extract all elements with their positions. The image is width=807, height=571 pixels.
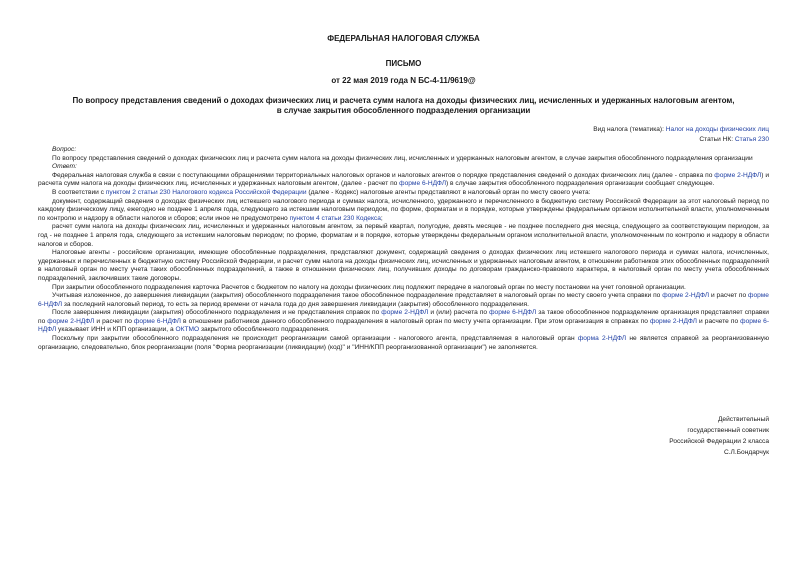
doc-subject: По вопросу представления сведений о доходах физических лиц и расчета сумм налога на доходы физических лиц, исчисленных и удержанных налоговым агентом, в случае закрытия обособленного подразделения организации [72,96,735,115]
article-label: Статьи НК: [699,136,734,143]
tax-code-link[interactable]: пунктом 2 статьи 230 Налогового кодекса Российской Федерации [105,188,307,196]
tax-type-line [593,126,769,134]
paragraph-3: документ, содержащий сведения о доходах физических лиц истекшего налогового периода и суммах налога, исчисленного, удержанного и перечисленного в бюджетную систему Российской Федерации за этот налоговый период по каждому физическому лицу, ежегодно не позднее 1 апреля года, следующего за истекшим налоговым периодом, по форме, форматам и в порядке, которые утверждены федеральным органом исполнительной власти, уполномоченным по контролю и надзору в области налогов и сборов; если иное не предусмотрено пунктом 4 статьи 230 Кодекса; [38,197,769,222]
answer-label: Ответ: [52,163,77,171]
article-link[interactable]: Статья 230 [734,136,769,143]
form-6ndfl-link[interactable]: форме 6-НДФЛ [38,292,769,308]
paragraph-6: При закрытии обособленного подразделения карточка Расчетов с бюджетом по налогу на доходы физических лиц подлежит передаче в налоговый орган по месту постановки на учет головной организации. [52,283,686,291]
question-label: Вопрос: [52,146,77,153]
article-230-p4-link[interactable]: пунктом 4 статьи 230 Кодекса [289,214,381,222]
paragraph-5: Налоговые агенты - российские организации, имеющие обособленные подразделения, представляют документ, содержащий сведения о доходах физических лиц истекшего налогового периода и суммах налога, исчисленных, удержанных и перечисленных в бюджетную систему Российской Федерации, и расчет сумм налога на доходы физических лиц, исчисленных и удержанных налоговым агентом, в отношении работников этих обособленных подразделений в налоговый орган по месту учета таких обособленных подразделений, а также в отношении физических лиц, получивших доходы по договорам гражданско-правового характера, в налоговый орган по месту учета обособленных подразделений, заключивших такие договоры. [38,249,769,282]
agency-title: ФЕДЕРАЛЬНАЯ НАЛОГОВАЯ СЛУЖБА [327,34,480,43]
signature-block [669,414,769,458]
form-2ndfl-link[interactable]: форме 2-НДФЛ [662,292,710,300]
doc-date-number: от 22 мая 2019 года N БС-4-11/9619@ [331,76,476,85]
question-text: По вопросу представления сведений о доходах физических лиц и расчета сумм налога на доходы физических лиц, исчисленных и удержанных налоговым агентом, в случае закрытия обособленного подразделения организации [52,154,753,162]
form-6ndfl-link[interactable]: форме 6-НДФЛ [133,317,181,325]
form-6ndfl-link[interactable]: форме 6-НДФЛ [38,317,770,334]
signature-line: Действительный [717,416,769,423]
article-line [699,136,769,144]
paragraph-9: Поскольку при закрытии обособленного подразделения не происходит реорганизации самой организации - налогового агента, представляемая в налоговый орган форма 2-НДФЛ не является справкой за реорганизованную организацию, следовательно, блок реорганизации (поля "Форма реорганизации (ликвидации) (код)" и "ИНН/КПП реорганизованной организации") не заполняется. [38,335,770,351]
form-2ndfl-link[interactable]: форме 2-НДФЛ [381,309,429,317]
tax-type-label: Вид налога (тематика): [593,126,664,133]
form-2ndfl-link[interactable]: форме 2-НДФЛ [47,317,95,325]
form-2ndfl-link[interactable]: форме 2-НДФЛ [714,171,762,179]
signature-name: С.Л.Бондарчук [723,449,769,456]
form-2ndfl-link[interactable]: форма 2-НДФЛ [577,335,627,343]
paragraph-2: В соответствии с пунктом 2 статьи 230 Налогового кодекса Российской Федерации (далее - Кодекс) налоговые агенты представляют в налоговый орган по месту своего учета: [52,188,591,196]
doc-type: ПИСЬМО [385,59,422,68]
oktmo-link[interactable]: ОКТМО [175,326,200,334]
paragraph-1: Федеральная налоговая служба в связи с поступающими обращениями территориальных налоговых органов и налоговых агентов о порядке представления сведений о доходах физических лиц (далее - справка по форме 2-НДФЛ) и расчета сумм налога на доходы физических лиц, исчисленных и удержанных налоговым агентом, (далее - расчет по форме 6-НДФЛ) в случае закрытия обособленного подразделения организации сообщает следующее. [38,171,770,188]
form-2ndfl-link[interactable]: форме 2-НДФЛ [649,317,698,325]
signature-line: Российской Федерации 2 класса [669,438,769,445]
form-6ndfl-link[interactable]: форме 6-НДФЛ [399,180,447,188]
paragraph-8: После завершения ликвидации (закрытия) обособленного подразделения и не представления справок по форме 2-НДФЛ и (или) расчета по форме 6-НДФЛ за такое обособленное подразделение организация представляет справки по форме 2-НДФЛ и расчет по форме 6-НДФЛ в отношении работников данного обособленного подразделения в налоговый орган по месту учета организации. При этом организация в справках по форме 2-НДФЛ и расчете по форме 6-НДФЛ указывает ИНН и КПП организации, а ОКТМО закрытого обособленного подразделения. [38,309,770,334]
form-6ndfl-link[interactable]: форме 6-НДФЛ [489,309,537,317]
document-body [38,146,769,352]
tax-type-link[interactable]: Налог на доходы физических лиц [665,126,769,133]
signature-line: государственный советник [687,427,769,434]
paragraph-4: расчет сумм налога на доходы физических лиц, исчисленных и удержанных налоговым агентом, за первый квартал, полугодие, девять месяцев - не позднее последнего дня месяца, следующего за соответствующим периодом, за год - не позднее 1 апреля года, следующего за истекшим налоговым периодом; по форме, форматам и в порядке, которые утверждены федеральным органом исполнительной власти, уполномоченным по контролю и надзору в области налогов и сборов. [38,223,769,248]
paragraph-7: Учитывая изложенное, до завершения ликвидации (закрытия) обособленного подразделения такое обособленное подразделение представляет в налоговый орган по месту своего учета справки по форме 2-НДФЛ и расчет по форме 6-НДФЛ за последний налоговый период, то есть за период времени от начала года до дня завершения ликвидации (закрытия) обособленного подразделения. [38,292,769,308]
